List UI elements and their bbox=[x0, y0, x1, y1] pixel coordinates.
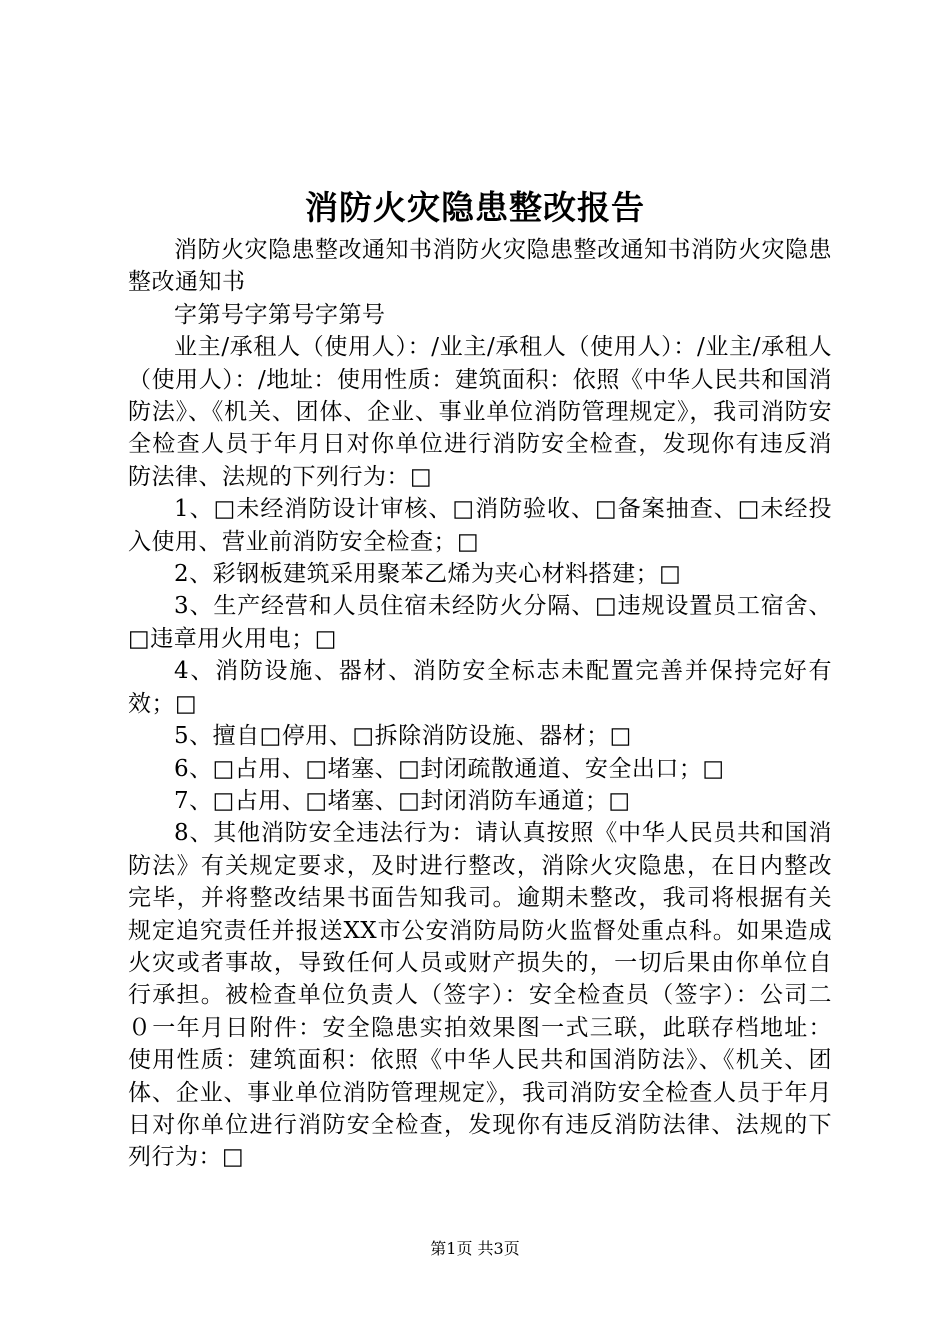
paragraph-item-5: 5、擅自□停用、□拆除消防设施、器材；□ bbox=[174, 723, 632, 750]
paragraph-item-1: 1、□未经消防设计审核、□消防验收、□备案抽查、□未经投入使用、营业前消防安全检查；□ bbox=[128, 496, 832, 555]
paragraph-item-3: 3、生产经营和人员住宿未经防火分隔、□违规设置员工宿舍、□违章用火用电；□ bbox=[128, 593, 832, 652]
paragraph-item-4: 4、消防设施、器材、消防安全标志未配置完善并保持完好有效；□ bbox=[128, 658, 832, 717]
paragraph-item-2: 2、彩钢板建筑采用聚苯乙烯为夹心材料搭建；□ bbox=[174, 561, 682, 588]
page-footer: 第1页 共3页 bbox=[430, 1239, 520, 1258]
paragraph-notice-heading: 消防火灾隐患整改通知书消防火灾隐患整改通知书消防火灾隐患整改通知书 bbox=[128, 237, 832, 296]
document-body bbox=[128, 234, 832, 1174]
paragraph-item-6: 6、□占用、□堵塞、□封闭疏散通道、安全出口；□ bbox=[174, 755, 725, 782]
paragraph-item-7: 7、□占用、□堵塞、□封闭消防车通道；□ bbox=[174, 787, 631, 814]
paragraph-owner-info: 业主/承租人（使用人）：/业主/承租人（使用人）：/业主/承租人（使用人）：/地址：使用性质：建筑面积：依照《中华人民共和国消防法》、《机关、团体、企业、事业单位消防管理规定》，我司消防安全检查人员于年月日对你单位进行消防安全检查，发现你有违反消防法律、法规的下列行为：□ bbox=[128, 334, 832, 490]
document-title: 消防火灾隐患整改报告 bbox=[305, 188, 645, 227]
paragraph-document-number: 字第号字第号字第号 bbox=[174, 301, 386, 328]
paragraph-item-8: 8、其他消防安全违法行为：请认真按照《中华人民员共和国消防法》有关规定要求，及时进行整改，消除火灾隐患，在日内整改完毕，并将整改结果书面告知我司。逾期未整改，我司将根据有关规定追究责任并报送XX市公安消防局防火监督处重点科。如果造成火灾或者事故，导致任何人员或财产损失的，一切后果由你单位自行承担。被检查单位负责人（签字）：安全检查员（签字）：公司二０一年月日附件：安全隐患实拍效果图一式三联，此联存档地址：使用性质：建筑面积：依照《中华人民共和国消防法》、《机关、团体、企业、事业单位消防管理规定》，我司消防安全检查人员于年月日对你单位进行消防安全检查，发现你有违反消防法律、法规的下列行为：□ bbox=[128, 820, 832, 1171]
